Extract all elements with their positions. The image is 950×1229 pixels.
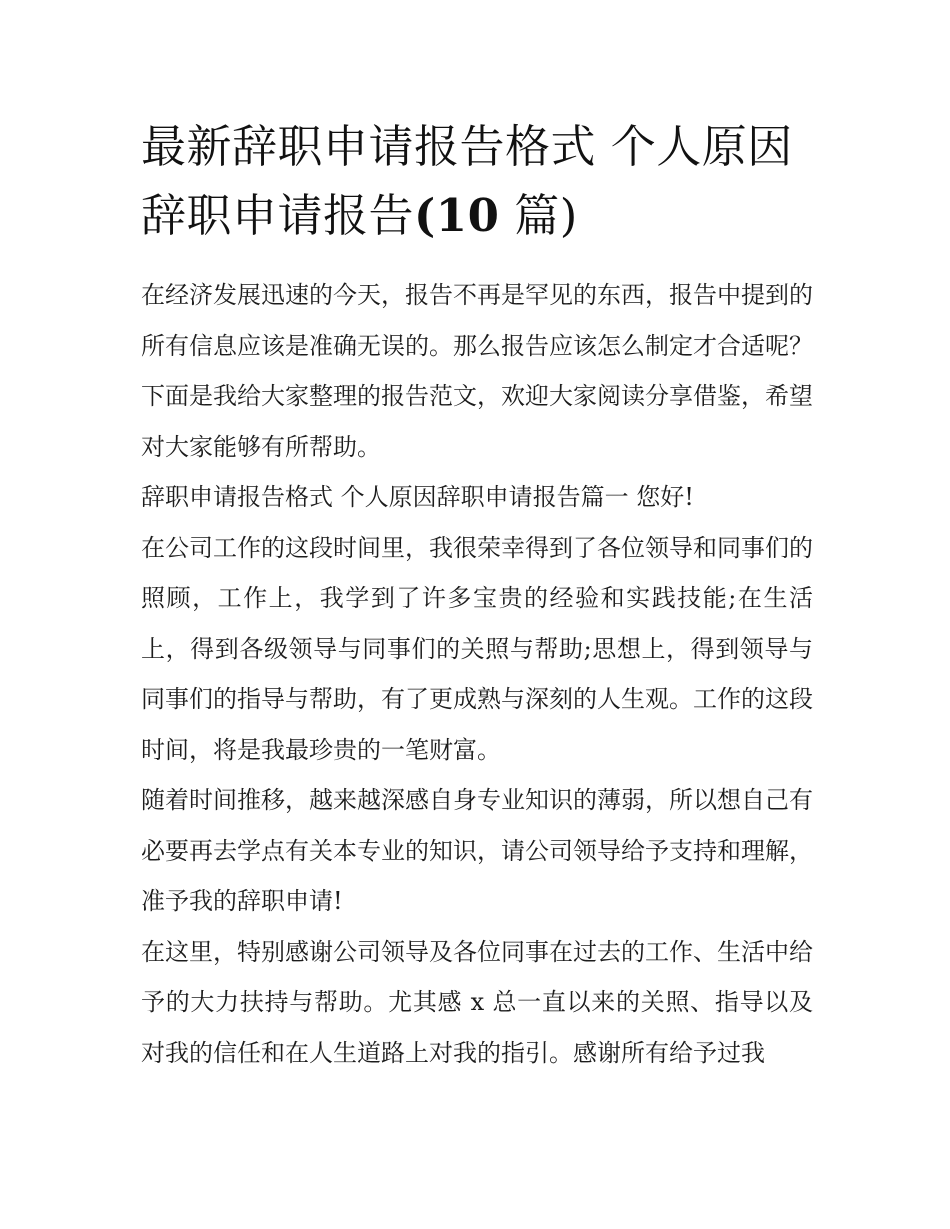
document-title-count: (10	[414, 189, 500, 242]
document-title	[141, 112, 813, 250]
document-page	[141, 112, 813, 1078]
paragraph-section-heading: 辞职申请报告格式 个人原因辞职申请报告篇一 您好!	[141, 483, 694, 511]
paragraph-intro: 在经济发展迅速的今天，报告不再是罕见的东西，报告中提到的所有信息应该是准确无误的。那么报告应该怎么制定才合适呢？下面是我给大家整理的报告范文，欢迎大家阅读分享借鉴，希望对大家能够有所帮助。	[141, 281, 813, 461]
paragraph-thanks: 在这里，特别感谢公司领导及各位同事在过去的工作、生活中给予的大力扶持与帮助。尤其感 x 总一直以来的关照、指导以及对我的信任和在人生道路上对我的指引。感谢所有给予过我	[141, 937, 813, 1067]
document-title-suffix: 篇)	[499, 189, 578, 242]
document-title-main: 最新辞职申请报告格式 个人原因辞职申请报告	[141, 120, 793, 242]
paragraph-gratitude: 在公司工作的这段时间里，我很荣幸得到了各位领导和同事们的照顾，工作上，我学到了许多宝贵的经验和实践技能;在生活上，得到各级领导与同事们的关照与帮助;思想上，得到领导与同事们的指导与帮助，有了更成熟与深刻的人生观。工作的这段时间，将是我最珍贵的一笔财富。	[141, 533, 813, 764]
document-body	[141, 270, 813, 1078]
paragraph-reason: 随着时间推移，越来越深感自身专业知识的薄弱，所以想自己有必要再去学点有关本专业的知识，请公司领导给予支持和理解，准予我的辞职申请!	[141, 786, 813, 915]
